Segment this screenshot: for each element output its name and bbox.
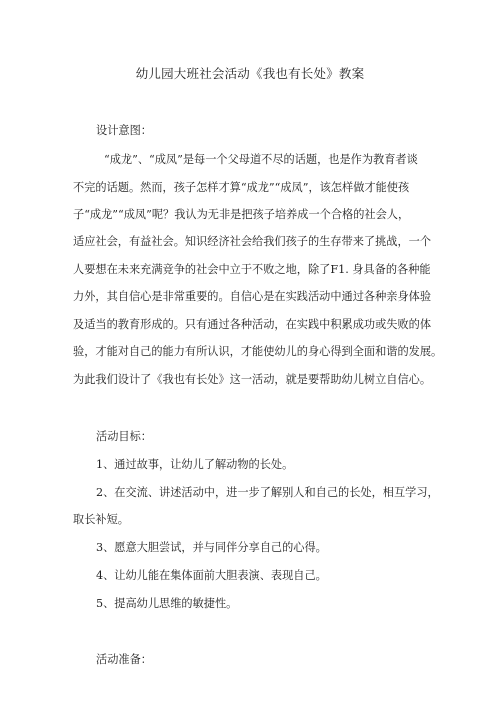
design-intent-line: 及适当的教育形成的。只有通过各种活动，在实践中积累成功或失败的体 — [73, 318, 432, 331]
design-intent-line: 子“成龙”“成凤”呢？我认为无非是把孩子培养成一个合格的社会人， — [73, 208, 410, 221]
activity-prep-heading: 活动准备： — [96, 653, 152, 666]
design-intent-line: 不完的话题。然而，孩子怎样才算“成龙”“成凤”，该怎样做才能使孩 — [73, 181, 410, 194]
design-intent-heading: 设计意图： — [96, 124, 152, 137]
goal-item: 3、愿意大胆尝试，并与同伴分享自己的心得。 — [96, 541, 327, 554]
goal-item-continuation: 取长补短。 — [73, 513, 129, 526]
design-intent-line: 为此我们设计了《我也有长处》这一活动，就是要帮助幼儿树立自信心。 — [73, 373, 432, 386]
goal-item: 5、提高幼儿思维的敏捷性。 — [96, 597, 238, 610]
design-intent-line: 适应社会，有益社会。知识经济社会给我们孩子的生存带来了挑战，一个 — [73, 235, 432, 248]
activity-goals-heading: 活动目标： — [96, 430, 152, 443]
goal-item: 1、通过故事，让幼儿了解动物的长处。 — [96, 458, 294, 471]
design-intent-line: “成龙”、“成凤”是每一个父母道不尽的话题，也是作为教育者谈 — [104, 153, 418, 166]
document-title: 幼儿园大班社会活动《我也有长处》教案 — [135, 66, 365, 81]
design-intent-line: 人要想在未来充满竞争的社会中立于不败之地，除了F1. 身具备的各种能 — [73, 263, 431, 276]
design-intent-line: 验，才能对自己的能力有所认识，才能使幼儿的身心得到全面和谐的发展。 — [73, 345, 443, 358]
goal-item: 2、在交流、讲述活动中，进一步了解别人和自己的长处，相互学习， — [96, 486, 439, 499]
design-intent-line: 力外，其自信心是非常重要的。自信心是在实践活动中通过各种亲身体验 — [73, 290, 432, 303]
goal-item: 4、让幼儿能在集体面前大胆表演、表现自己。 — [96, 569, 327, 582]
